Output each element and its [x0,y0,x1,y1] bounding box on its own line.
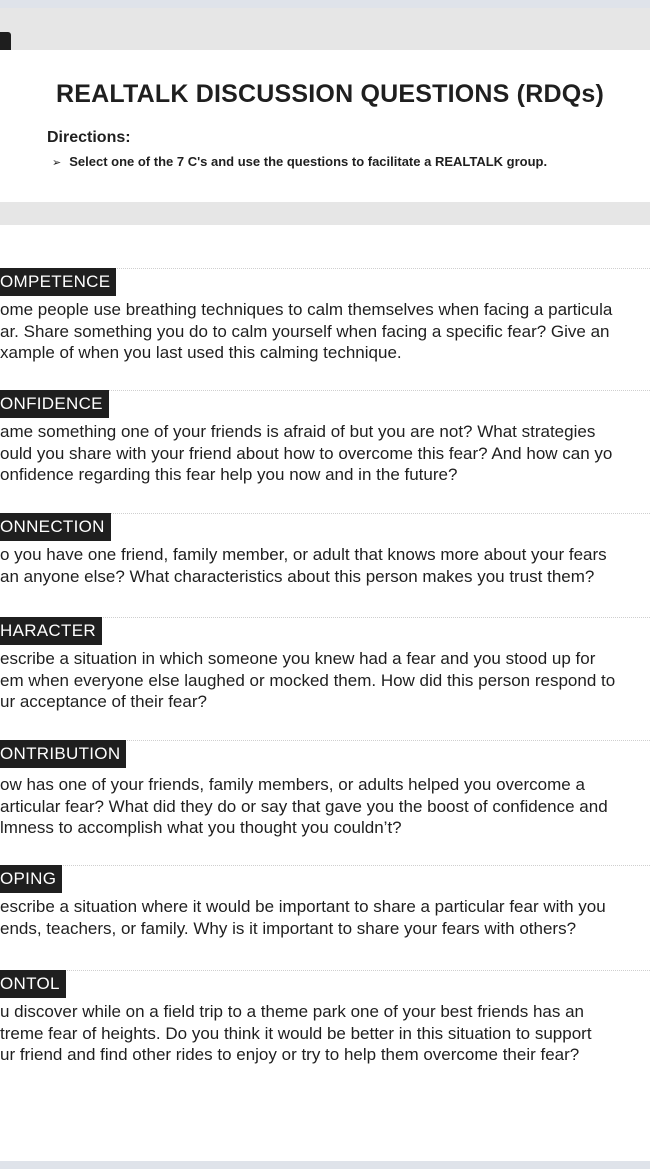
section-competence [0,268,650,368]
question-line: treme fear of heights. Do you think it would be better in this situation to support [0,1023,592,1043]
section-label: ONFIDENCE [0,390,109,418]
arrow-bullet-icon: ➢ [52,157,62,169]
question-line: ends, teachers, or family. Why is it important to share your fears with others? [0,918,577,938]
question-line: escribe a situation in which someone you knew had a fear and you stood up for [0,649,596,668]
section-question [0,1001,650,1066]
section-question [0,648,650,713]
section-label: OPING [0,865,62,893]
page-title: REALTALK DISCUSSION QUESTIONS (RDQs) [56,80,604,108]
section-question [0,421,650,486]
question-line: ome people use breathing techniques to calm themselves when facing a particula [0,300,613,319]
question-line: lmness to accomplish what you thought you couldn’t? [0,818,402,837]
section-question [0,774,650,839]
question-line: ould you share with your friend about how to overcome this fear? And how can yo [0,443,613,463]
bottom-edge [0,1161,650,1169]
section-divider [0,970,650,971]
question-line: an anyone else? What characteristics about this person makes you trust them? [0,566,595,586]
question-line: u discover while on a field trip to a theme park one of your best friends has an [0,1002,584,1021]
question-line: escribe a situation where it would be important to share a particular fear with you [0,897,606,916]
mid-gray-band [0,202,650,225]
question-line: xample of when you last used this calming technique. [0,343,402,362]
section-label: ONTOL [0,970,66,998]
directions-label: Directions: [47,129,131,146]
top-gray-band [0,8,650,50]
question-line: articular fear? What did they do or say that gave you the boost of confidence and [0,796,608,816]
directions-text: Select one of the 7 C's and use the questions to facilitate a REALTALK group. [69,154,548,169]
question-line: ar. Share something you do to calm yourself when facing a specific fear? Give an [0,321,610,341]
section-label: HARACTER [0,617,102,645]
section-label: OMPETENCE [0,268,116,296]
header-card [0,50,650,202]
section-question [0,544,650,587]
section-contribution [0,740,650,840]
section-confidence [0,390,650,490]
directions-item [52,154,547,169]
top-edge [0,0,650,8]
section-connection [0,513,650,593]
question-line: ur acceptance of their fear? [0,692,207,711]
section-question [0,896,650,939]
question-line: ame something one of your friends is afraid of but you are not? What strategies [0,422,596,441]
question-line: em when everyone else laughed or mocked them. How did this person respond to [0,670,616,690]
question-line: o you have one friend, family member, or adult that knows more about your fears [0,545,607,564]
question-line: ur friend and find other rides to enjoy or try to help them overcome their fear? [0,1045,580,1064]
question-line: onfidence regarding this fear help you now and in the future? [0,465,458,484]
section-coping [0,865,650,945]
section-question [0,299,650,364]
section-control [0,970,650,1070]
section-character [0,617,650,717]
section-label: ONNECTION [0,513,111,541]
question-line: ow has one of your friends, family members, or adults helped you overcome a [0,775,585,794]
section-label: ONTRIBUTION [0,740,126,768]
section-divider [0,865,650,866]
